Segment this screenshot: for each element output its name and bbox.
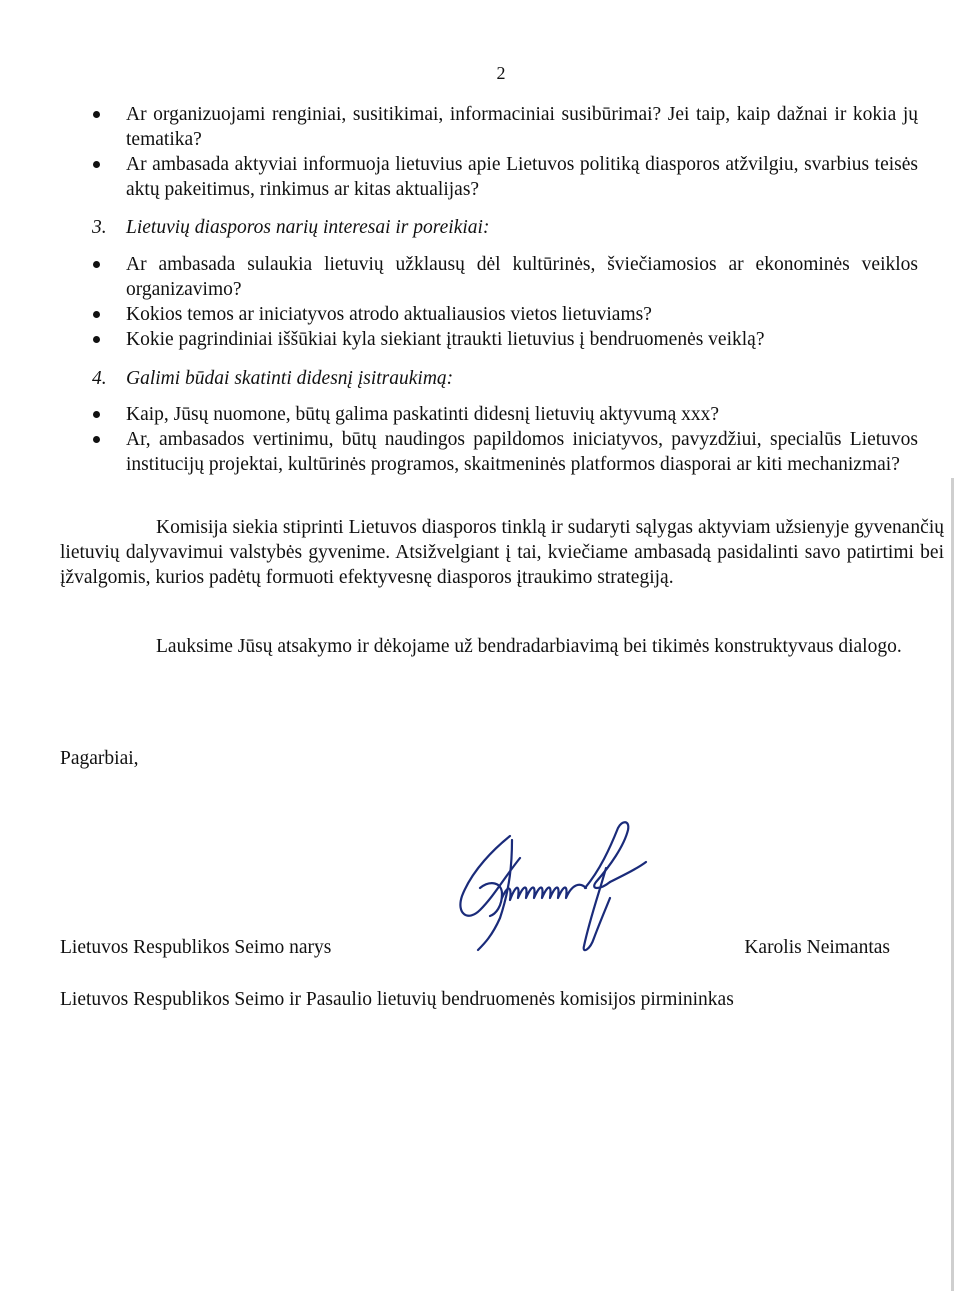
section-heading-3 [92,215,489,240]
handwritten-signature [450,818,650,958]
question-bullet: Ar ambasada sulaukia lietuvių užklausų dėl kultūrinės, šviečiamosios ar ekonominės veiklos organizavimo? [60,252,918,302]
signatory-name: Karolis Neimantas [744,937,890,958]
closing-salutation: Pagarbiai, [60,748,139,769]
question-group-2 [60,102,918,202]
question-bullet: Ar, ambasados vertinimu, būtų naudingos papildomos iniciatyvos, pavyzdžiui, specialūs Lietuvos institucijų projektai, kultūrinės programos, skaitmeninės platformos diasporai ar kiti mechanizmai? [60,427,918,477]
signatory-position: Lietuvos Respublikos Seimo narys [60,937,332,958]
question-bullet: Ar organizuojami renginiai, susitikimai, informaciniai susibūrimai? Jei taip, kaip dažnai ir kokia jų tematika? [60,102,918,152]
question-bullet: Kokios temos ar iniciatyvos atrodo aktualiausios vietos lietuviams? [60,302,918,327]
question-group-4 [60,402,918,477]
section-heading-4 [92,366,453,391]
question-bullet: Kokie pagrindiniai iššūkiai kyla siekiant įtraukti lietuvius į bendruomenės veiklą? [60,327,918,352]
paragraph-closing [60,634,944,659]
question-group-3 [60,252,918,352]
question-bullet: Ar ambasada aktyviai informuoja lietuvius apie Lietuvos politiką diasporos atžvilgiu, svarbius teisės aktų pakeitimus, rinkimus ar kitas aktualijas? [60,152,918,202]
paragraph-text: Komisija siekia stiprinti Lietuvos diasporos tinklą ir sudaryti sąlygas aktyviam užsienyje gyvenančių lietuvių dalyvavimui valstybės gyvenime. Atsižvelgiant į tai, kviečiame ambasadą pasidalinti savo patirtimi bei įžvalgomis, kurios padėtų formuoti efektyvesnę diasporos įtraukimo strategiją. [60,517,944,588]
section-number: 3. [92,217,107,238]
signatory-role: Lietuvos Respublikos Seimo ir Pasaulio lietuvių bendruomenės komisijos pirmininkas [60,989,734,1010]
question-bullet: Kaip, Jūsų nuomone, būtų galima paskatinti didesnį lietuvių aktyvumą xxx? [60,402,918,427]
page-number: 2 [496,63,506,83]
section-title: Galimi būdai skatinti didesnį įsitraukimą: [126,368,454,389]
section-title: Lietuvių diasporos narių interesai ir poreikiai: [126,217,490,238]
section-number: 4. [92,368,107,389]
paragraph-text: Lauksime Jūsų atsakymo ir dėkojame už bendradarbiavimą bei tikimės konstruktyvaus dialogo. [156,636,902,657]
paragraph-commission [60,515,944,590]
